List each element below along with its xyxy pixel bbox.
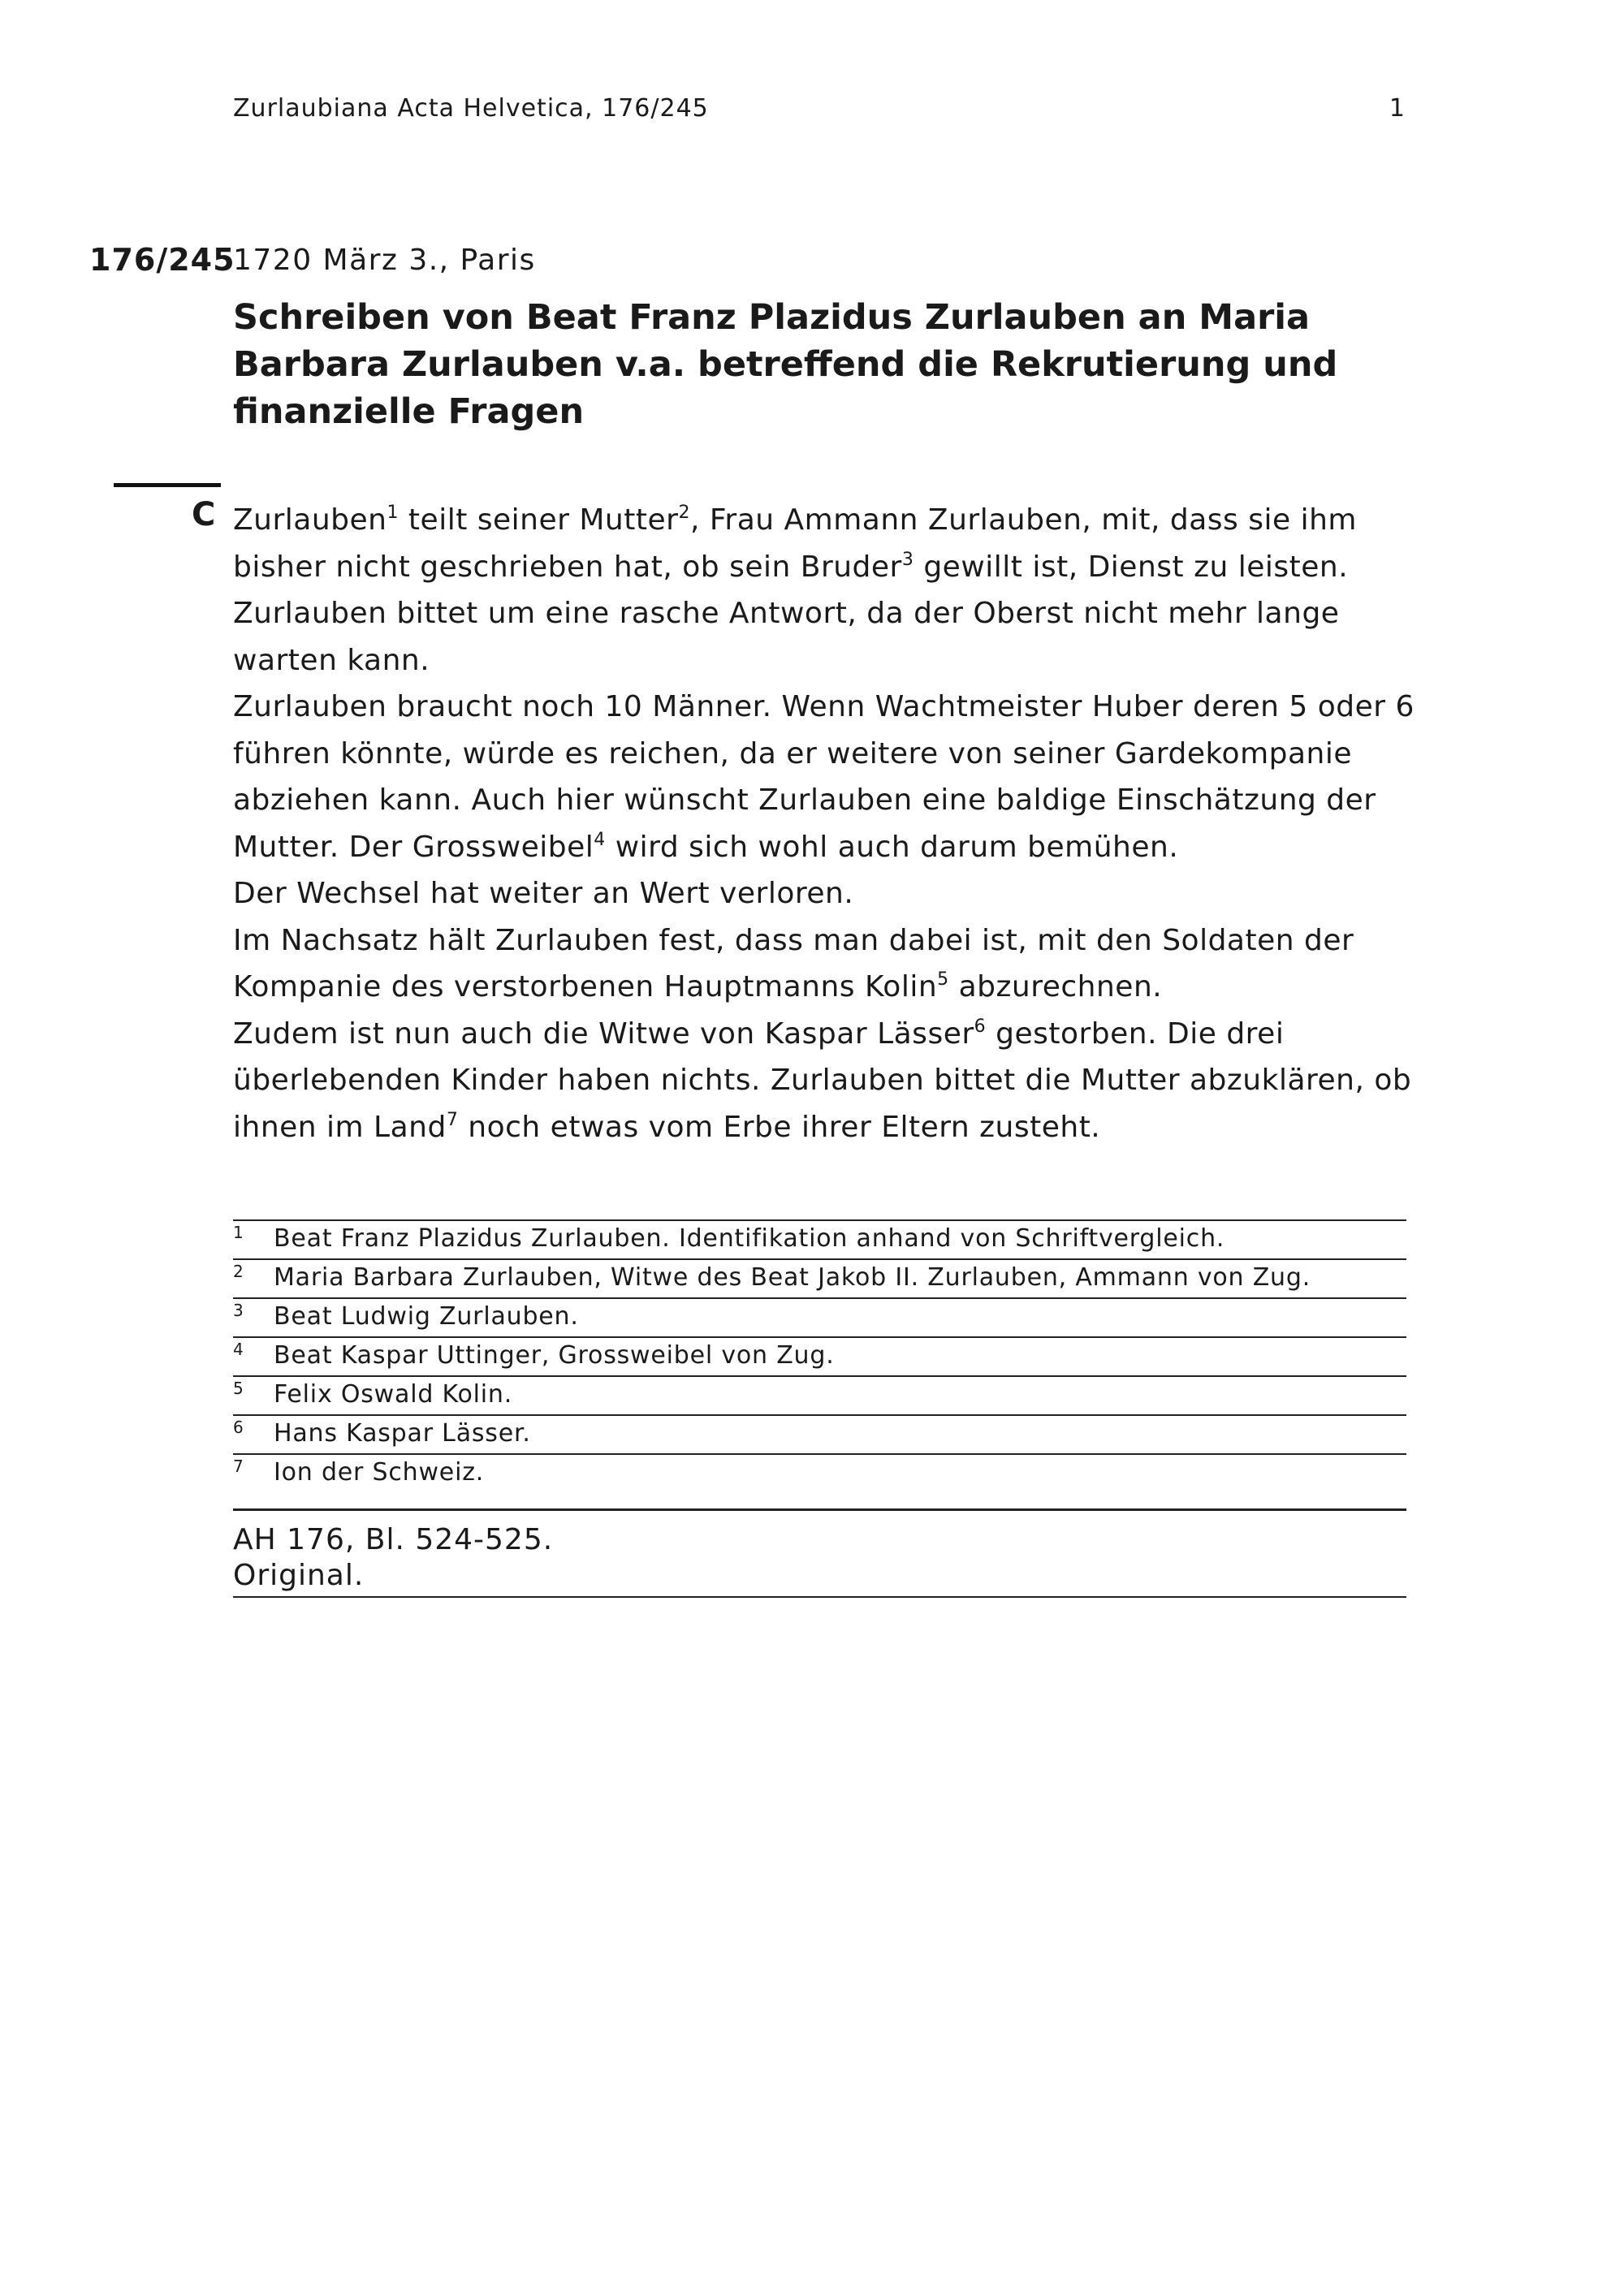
body-text: Im Nachsatz hält Zurlauben fest, dass man dabei ist, mit den Soldaten der Kompanie des verstorbenen Hauptmanns Kolin	[233, 923, 1354, 1003]
footnote-number: 3	[233, 1301, 244, 1320]
footnote-text: Beat Franz Plazidus Zurlauben. Identifikation anhand von Schriftvergleich.	[274, 1224, 1225, 1253]
footnote-ref[interactable]: 2	[678, 503, 690, 523]
footnote-number: 7	[233, 1457, 244, 1476]
body-paragraph	[233, 917, 1419, 1011]
footnote-number: 6	[233, 1418, 244, 1437]
footnote	[233, 1375, 1406, 1414]
footnote	[233, 1219, 1406, 1258]
body-paragraph	[233, 1011, 1419, 1151]
footnotes	[233, 1219, 1406, 1492]
regest-body	[233, 497, 1419, 1150]
footnote-ref[interactable]: 6	[974, 1016, 987, 1037]
body-text: noch etwas vom Erbe ihrer Eltern zusteht.	[458, 1110, 1101, 1144]
body-text: abzurechnen.	[948, 970, 1163, 1003]
body-text: , Frau Ammann Zurlauben, mit, dass sie ihm bisher nicht geschrieben hat, ob sein Bruder	[233, 503, 1357, 584]
footnote-text: Maria Barbara Zurlauben, Witwe des Beat Jakob II. Zurlauben, Ammann von Zug.	[274, 1263, 1311, 1292]
footnote	[233, 1453, 1406, 1492]
footnote-number: 1	[233, 1223, 244, 1242]
body-text: Zurlauben braucht noch 10 Männer. Wenn Wachtmeister Huber deren 5 oder 6 führen könnte, würde es reichen, da er weitere von seiner Gardekompanie abziehen kann. Auch hier wünscht Zurlauben eine baldige Einschätzung der Mutter. Der Grossweibel	[233, 690, 1415, 864]
body-text: Zudem ist nun auch die Witwe von Kaspar Lässer	[233, 1016, 974, 1051]
date-place: 1720 März 3., Paris	[233, 244, 536, 277]
running-title: Zurlaubiana Acta Helvetica, 176/245	[233, 94, 709, 123]
body-text: wird sich wohl auch darum bemühen.	[605, 830, 1179, 864]
footnote-number: 5	[233, 1379, 244, 1398]
body-paragraph	[233, 497, 1419, 684]
footnote-number: 2	[233, 1262, 244, 1281]
footnote	[233, 1336, 1406, 1375]
footnote-text: Beat Ludwig Zurlauben.	[274, 1302, 579, 1331]
body-text: gestorben. Die drei überlebenden Kinder haben nichts. Zurlauben bittet die Mutter abzuklären, ob ihnen im Land	[233, 1016, 1412, 1144]
footnote-ref[interactable]: 5	[937, 969, 949, 990]
footnote	[233, 1258, 1406, 1297]
body-text: gewillt ist, Dienst zu leisten. Zurlauben bittet um eine rasche Antwort, da der Oberst nicht mehr lange warten kann.	[233, 550, 1349, 677]
footnote-text: Hans Kaspar Lässer.	[274, 1419, 531, 1448]
footnote	[233, 1297, 1406, 1336]
page-number: 1	[1389, 94, 1405, 123]
margin-rule	[114, 483, 221, 487]
footnote-text: Felix Oswald Kolin.	[274, 1380, 513, 1409]
body-text: Zurlauben	[233, 503, 387, 537]
footnote-ref[interactable]: 4	[594, 829, 606, 850]
footnote-number: 4	[233, 1340, 244, 1359]
document-number: 176/245	[89, 242, 235, 278]
footnote-ref[interactable]: 7	[446, 1109, 459, 1130]
document-title: Schreiben von Beat Franz Plazidus Zurlauben an Maria Barbara Zurlauben v.a. betreffend die Rekrutierung und finanzielle Fragen	[233, 297, 1338, 432]
source-type: Original.	[233, 1559, 365, 1592]
body-paragraph	[233, 684, 1419, 870]
source-reference: AH 176, Bl. 524-525.	[233, 1523, 554, 1556]
margin-marker: C	[192, 496, 216, 533]
footnote	[233, 1414, 1406, 1453]
footnote-ref[interactable]: 3	[901, 549, 914, 570]
footnote-ref[interactable]: 1	[387, 503, 399, 523]
source-block	[233, 1508, 1406, 1594]
source-end-rule	[233, 1596, 1406, 1598]
body-paragraph: Der Wechsel hat weiter an Wert verloren.	[233, 877, 854, 910]
body-text: teilt seiner Mutter	[398, 503, 679, 537]
footnote-text: Beat Kaspar Uttinger, Grossweibel von Zug.	[274, 1341, 835, 1370]
footnote-text: Ion der Schweiz.	[274, 1458, 485, 1487]
